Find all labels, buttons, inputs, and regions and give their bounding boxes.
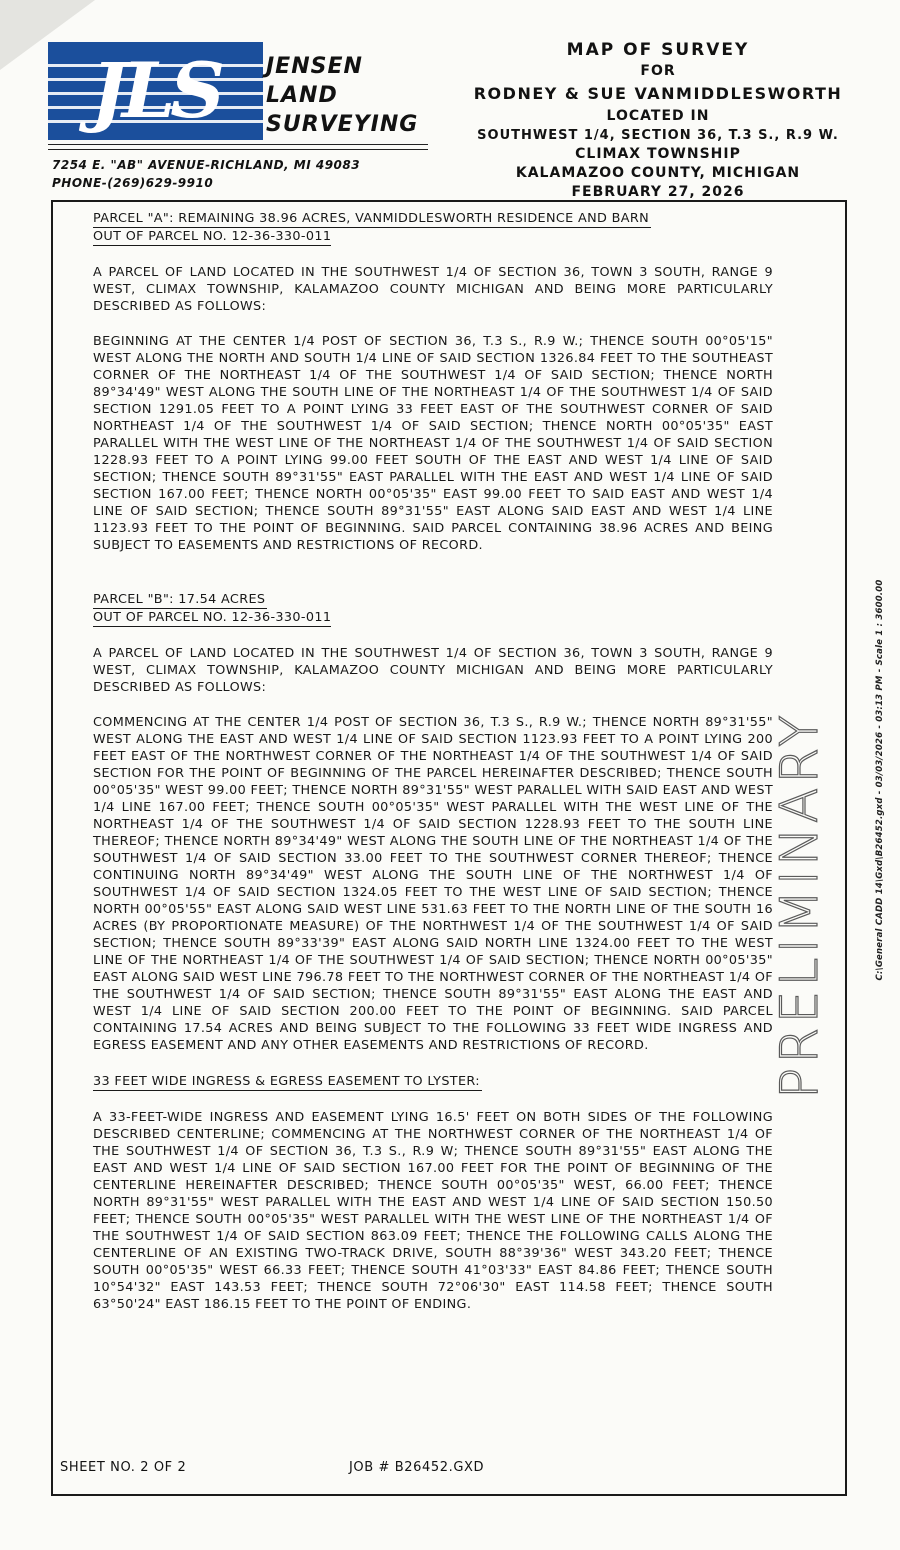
job-number: JOB # B26452.GXD — [349, 1460, 485, 1475]
easement-description: A 33-FEET-WIDE INGRESS AND EASEMENT LYING 16.5' FEET ON BOTH SIDES OF THE FOLLOWING DESCRIBED CENTERLINE; COMMENCING AT THE NORTHWEST CORNER OF THE NORTHEAST 1/4 OF THE SOUTHWEST 1/4 OF SECTION 36, T.3 S., R.9 W; THENCE SOUTH 89°31'55" EAST ALONG THE EAST AND WEST 1/4 LINE OF SAID SECTION 167.00 FEET FOR THE POINT OF BEGINNING OF THE CENTERLINE HEREINAFTER DESCRIBED; THENCE SOUTH 00°05'35" WEST, 66.00 FEET; THENCE NORTH 89°31'55" WEST PARALLEL WITH THE EAST AND WEST 1/4 LINE OF SAID SECTION 150.50 FEET; THENCE SOUTH 00°05'35" WEST PARALLEL WITH THE WEST LINE OF THE NORTHEAST 1/4 OF THE SOUTHWEST 1/4 OF SAID SECTION 863.09 FEET; THENCE THE FOLLOWING CALLS ALONG THE CENTERLINE OF AN EXISTING TWO-TRACK DRIVE, SOUTH 88°39'36" WEST 343.20 FEET; THENCE SOUTH 00°05'35" WEST 66.33 FEET; THENCE SOUTH 41°03'33" EAST 84.86 FEET; THENCE SOUTH 10°54'32" EAST 143.53 FEET; THENCE SOUTH 72°06'30" EAST 114.58 FEET; THENCE SOUTH 63°50'24" EAST 186.15 FEET TO THE POINT OF ENDING. — [93, 1110, 773, 1312]
client-name: RODNEY & SUE VANMIDDLESWORTH — [473, 84, 843, 103]
county-line: KALAMAZOO COUNTY, MICHIGAN — [515, 165, 801, 181]
company-phone: PHONE-(269)629-9910 — [52, 176, 214, 190]
title-line: LOCATED IN — [606, 108, 710, 124]
cad-file-note: C:\General CADD 14\Gxd\B26452.gxd - 03/03/2026 - 03:13 PM - Scale 1 : 3600.00 — [875, 579, 885, 981]
header-rule — [48, 144, 428, 145]
parcel-a-subheading: OUT OF PARCEL NO. 12-36-330-011 — [93, 229, 332, 244]
parcel-b-intro: A PARCEL OF LAND LOCATED IN THE SOUTHWEST 1/4 OF SECTION 36, TOWN 3 SOUTH, RANGE 9 WEST, CLIMAX TOWNSHIP, KALAMAZOO COUNTY MICHIGAN AND BEING MORE PARTICULARLY DESCRIBED AS FOLLOWS: — [93, 646, 773, 695]
parcel-b-heading: PARCEL "B": 17.54 ACRES — [93, 592, 266, 607]
company-name — [266, 52, 436, 139]
company-logo — [48, 42, 263, 140]
parcel-a-description: BEGINNING AT THE CENTER 1/4 POST OF SECTION 36, T.3 S., R.9 W.; THENCE SOUTH 00°05'15" WEST ALONG THE NORTH AND SOUTH 1/4 LINE OF SAID SECTION 1326.84 FEET TO THE SOUTHEAST CORNER OF THE NORTHEAST 1/4 OF THE SOUTHWEST 1/4 OF SAID SECTION; THENCE NORTH 89°34'49" WEST ALONG THE SOUTH LINE OF THE NORTHEAST 1/4 OF THE SOUTHWEST 1/4 OF SAID SECTION 1291.05 FEET TO A POINT LYING 33 FEET EAST OF THE SOUTHWEST CORNER OF SAID NORTHEAST 1/4 OF THE SOUTHWEST 1/4 OF SAID SECTION; THENCE NORTH 00°05'35" EAST PARALLEL WITH THE WEST LINE OF THE NORTHEAST 1/4 OF THE SOUTHWEST 1/4 OF SAID SECTION 1228.93 FEET TO A POINT LYING 99.00 FEET SOUTH OF THE EAST AND WEST 1/4 LINE OF SAID SECTION; THENCE SOUTH 89°31'55" EAST PARALLEL WITH THE EAST AND WEST 1/4 LINE OF SAID SECTION 167.00 FEET; THENCE NORTH 00°05'35" EAST 99.00 FEET TO SAID EAST AND WEST 1/4 LINE OF SAID SECTION; THENCE SOUTH 89°31'55" EAST ALONG SAID EAST AND WEST 1/4 LINE 1123.93 FEET TO THE POINT OF BEGINNING. SAID PARCEL CONTAINING 38.96 ACRES AND BEING SUBJECT TO EASEMENTS AND RESTRICTIONS OF RECORD. — [93, 334, 773, 553]
township-line: CLIMAX TOWNSHIP — [575, 146, 741, 162]
company-address: 7254 E. "AB" AVENUE-RICHLAND, MI 49083 — [52, 158, 361, 172]
survey-title-block — [448, 38, 868, 202]
logo-letters: JLS — [90, 46, 221, 135]
survey-date: FEBRUARY 27, 2026 — [571, 184, 745, 200]
parcel-a-intro: A PARCEL OF LAND LOCATED IN THE SOUTHWEST 1/4 OF SECTION 36, TOWN 3 SOUTH, RANGE 9 WEST, CLIMAX TOWNSHIP, KALAMAZOO COUNTY MICHIGAN AND BEING MORE PARTICULARLY DESCRIBED AS FOLLOWS: — [93, 265, 773, 314]
company-name-line: SURVEYING — [266, 112, 419, 137]
header-rule — [48, 149, 428, 150]
company-name-line: LAND — [266, 83, 338, 108]
parcel-a-heading: PARCEL "A": REMAINING 38.96 ACRES, VANMIDDLESWORTH RESIDENCE AND BARN — [93, 211, 650, 226]
parcel-b-section — [93, 591, 773, 1054]
parcel-b-subheading: OUT OF PARCEL NO. 12-36-330-011 — [93, 610, 332, 625]
title-line: FOR — [640, 63, 676, 79]
company-contact — [52, 156, 432, 192]
easement-section — [93, 1073, 773, 1313]
survey-title: MAP OF SURVEY — [566, 40, 750, 60]
sheet-number: SHEET NO. 2 OF 2 — [60, 1460, 187, 1475]
parcel-b-description: COMMENCING AT THE CENTER 1/4 POST OF SECTION 36, T.3 S., R.9 W.; THENCE NORTH 89°31'55" WEST ALONG THE EAST AND WEST 1/4 LINE OF SAID SECTION 1123.93 FEET TO A POINT LYING 200 FEET EAST OF THE NORTHWEST CORNER OF THE NORTHEAST 1/4 OF THE SOUTHWEST 1/4 OF SAID SECTION FOR THE POINT OF BEGINNING OF THE PARCEL HEREINAFTER DESCRIBED; THENCE SOUTH 00°05'35" WEST 99.00 FEET; THENCE NORTH 89°31'55" WEST PARALLEL WITH SAID EAST AND WEST 1/4 LINE 167.00 FEET; THENCE SOUTH 00°05'35" WEST PARALLEL WITH THE WEST LINE OF THE NORTHEAST 1/4 OF THE SOUTHWEST 1/4 OF SAID SECTION 1228.93 FEET TO THE SOUTH LINE THEREOF; THENCE NORTH 89°34'49" WEST ALONG THE SOUTH LINE OF THE NORTHEAST 1/4 OF THE SOUTHWEST 1/4 OF SAID SECTION 33.00 FEET TO THE SOUTHWEST CORNER THEREOF; THENCE CONTINUING NORTH 89°34'49" WEST ALONG THE SOUTH LINE OF THE NORTHWEST 1/4 OF SOUTHWEST 1/4 OF SAID SECTION 1324.05 FEET TO THE WEST LINE OF SAID SECTION; THENCE NORTH 00°05'55" EAST ALONG SAID WEST LINE 531.63 FEET TO THE NORTH LINE OF THE SOUTH 16 ACRES (BY PROPORTIONATE MEASURE) OF THE NORTHWEST 1/4 OF THE SOUTHWEST 1/4 OF SAID SECTION; THENCE SOUTH 89°33'39" EAST ALONG SAID NORTH LINE 1324.00 FEET TO THE WEST LINE OF THE NORTHEAST 1/4 OF THE SOUTHWEST 1/4 OF SAID SECTION; THENCE NORTH 00°05'35" EAST ALONG SAID WEST LINE 796.78 FEET TO THE NORTHWEST CORNER OF THE NORTHEAST 1/4 OF THE SOUTHWEST 1/4 OF SAID SECTION; THENCE SOUTH 89°31'55" EAST ALONG THE EAST AND WEST 1/4 LINE OF SAID SECTION 200.00 FEET TO THE POINT OF BEGINNING. SAID PARCEL CONTAINING 17.54 ACRES AND BEING SUBJECT TO THE FOLLOWING 33 FEET WIDE INGRESS AND EGRESS EASEMENT AND ANY OTHER EASEMENTS AND RESTRICTIONS OF RECORD. — [93, 715, 773, 1053]
location-line: SOUTHWEST 1/4, SECTION 36, T.3 S., R.9 W. — [477, 128, 839, 143]
parcel-a-section — [93, 210, 773, 554]
company-name-line: JENSEN — [266, 54, 363, 79]
easement-heading: 33 FEET WIDE INGRESS & EGRESS EASEMENT TO LYSTER: — [93, 1074, 480, 1089]
preliminary-watermark: PRELIMINARY — [770, 711, 830, 1099]
legal-descriptions — [93, 210, 773, 1313]
